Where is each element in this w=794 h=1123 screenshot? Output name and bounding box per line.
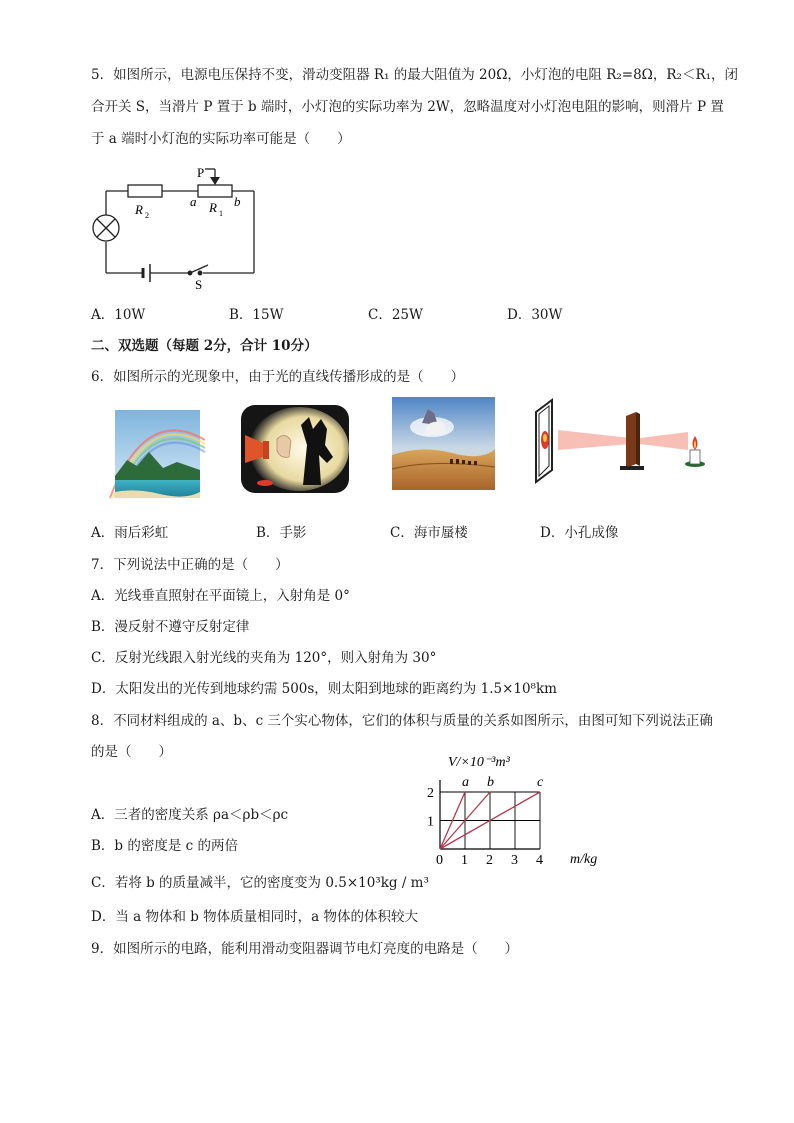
- q6-option-c[interactable]: C．海市蜃楼: [390, 525, 468, 541]
- section-title: 二、双选题（每题 2分，合计 10分）: [91, 338, 318, 354]
- q8-option-d[interactable]: D．当 a 物体和 b 物体质量相同时，a 物体的体积较大: [91, 909, 419, 925]
- x-tick-label: 2: [486, 853, 493, 868]
- label-p: P: [197, 165, 205, 180]
- q7-option-d[interactable]: D．太阳发出的光传到地球约需 500s，则太阳到地球的距离约为 1.5×10⁸km: [91, 681, 557, 697]
- slider-arrow-icon: [210, 177, 220, 185]
- q5-option-b[interactable]: B．15W: [229, 307, 284, 323]
- series-label-c: c: [537, 775, 544, 790]
- q5-stem-line3: 于 a 端时小灯泡的实际功率可能是（ ）: [91, 131, 351, 147]
- series-label-a: a: [462, 775, 469, 790]
- q5-circuit-diagram: [88, 160, 288, 300]
- q6-option-b[interactable]: B．手影: [256, 525, 307, 541]
- chart-xlabel: m/kg: [570, 852, 598, 867]
- label-r2-sub: 2: [145, 211, 149, 220]
- q8-option-b[interactable]: B．b 的密度是 c 的两倍: [91, 838, 238, 854]
- q7-option-b[interactable]: B．漫反射不遵守反射定律: [91, 619, 250, 635]
- q5-option-d[interactable]: D．30W: [507, 307, 563, 323]
- q6-option-d[interactable]: D．小孔成像: [540, 525, 619, 541]
- pinhole-imaging-image: [530, 398, 720, 480]
- y-tick-label: 1: [427, 814, 434, 830]
- y-tick-label: 2: [427, 786, 434, 801]
- x-tick-label: 3: [511, 853, 518, 868]
- q8-option-a[interactable]: A．三者的密度关系 ρa＜ρb＜ρc: [91, 807, 289, 823]
- r1-resistor: [198, 185, 232, 197]
- q7-option-a[interactable]: A．光线垂直照射在平面镜上，入射角是 0°: [91, 588, 350, 604]
- q6-stem: 6．如图所示的光现象中，由于光的直线传播形成的是（ ）: [91, 369, 465, 385]
- q5-option-c[interactable]: C．25W: [368, 307, 423, 323]
- mirage-image: [392, 397, 495, 490]
- rainbow-image: [115, 410, 200, 498]
- volume-mass-chart: [420, 750, 610, 870]
- chart-ylabel: V/×10⁻³m³: [448, 755, 510, 770]
- q7-option-c[interactable]: C．反射光线跟入射光线的夹角为 120°，则入射角为 30°: [91, 650, 437, 666]
- hand-shadow-image: [241, 405, 349, 493]
- q7-stem: 7．下列说法中正确的是（ ）: [91, 557, 289, 573]
- label-r1-sub: 1: [219, 209, 223, 218]
- label-b: b: [234, 194, 241, 209]
- r2-resistor: [128, 185, 162, 197]
- label-s: S: [195, 277, 203, 292]
- q8-stem-line2: 的是（ ）: [91, 744, 172, 760]
- series-label-b: b: [487, 775, 494, 790]
- q8-stem-line1: 8．不同材料组成的 a、b、c 三个实心物体，它们的体积与质量的关系如图所示，由图可知下列说法正确: [91, 713, 713, 729]
- q6-option-a[interactable]: A．雨后彩虹: [91, 525, 169, 541]
- x-tick-label: 4: [536, 853, 543, 868]
- q5-stem-line2: 合开关 S，当滑片 P 置于 b 端时，小灯泡的实际功率为 2W，忽略温度对小灯泡电阻的影响，则滑片 P 置: [91, 99, 724, 115]
- q5-stem-line1: 5．如图所示，电源电压保持不变，滑动变阻器 R₁ 的最大阻值为 20Ω，小灯泡的电阻 R₂=8Ω，R₂＜R₁，闭: [91, 67, 739, 83]
- x-tick-label: 0: [436, 853, 443, 868]
- label-r2: R: [135, 202, 143, 217]
- label-a: a: [190, 194, 197, 209]
- q9-stem: 9．如图所示的电路，能利用滑动变阻器调节电灯亮度的电路是（ ）: [91, 941, 519, 957]
- x-tick-label: 1: [461, 853, 468, 868]
- q8-option-c[interactable]: C．若将 b 的质量减半，它的密度变为 0.5×10³kg / m³: [91, 875, 429, 891]
- q5-option-a[interactable]: A．10W: [91, 307, 146, 323]
- label-r1: R: [209, 200, 217, 215]
